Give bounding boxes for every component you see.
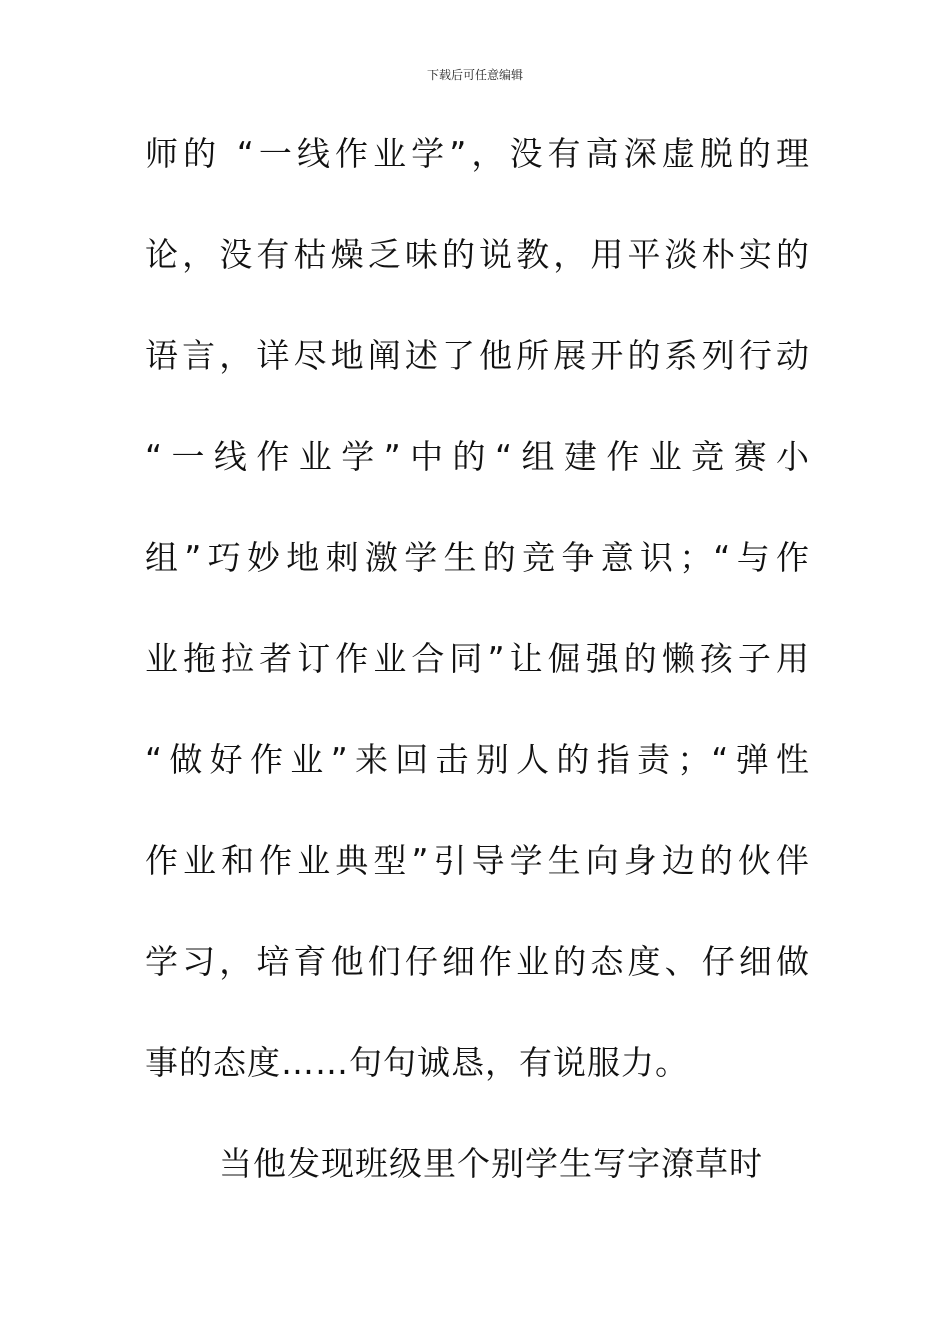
text-line: 业拖拉者订作业合同”让倔强的懒孩子用 — [145, 639, 810, 678]
text-line-paragraph-end: 事的态度……句句诚恳，有说服力。 — [145, 1043, 689, 1082]
text-line: 论，没有枯燥乏味的说教，用平淡朴实的 — [145, 235, 810, 274]
text-line-paragraph-start: 当他发现班级里个别学生写字潦草时 — [219, 1144, 763, 1183]
document-body — [145, 126, 810, 1237]
text-line: 学习，培育他们仔细作业的态度、仔细做 — [145, 942, 810, 981]
page-header-note: 下载后可任意编辑 — [426, 68, 523, 82]
text-line: 语言，详尽地阐述了他所展开的系列行动 — [145, 336, 810, 375]
text-line: “一线作业学”中的“组建作业竞赛小 — [145, 437, 810, 476]
text-line: 组”巧妙地刺激学生的竞争意识；“与作 — [145, 538, 810, 577]
text-line: “做好作业”来回击别人的指责；“弹性 — [145, 740, 810, 779]
text-line: 师的 “一线作业学”，没有高深虚脱的理 — [145, 134, 810, 173]
text-line: 作业和作业典型”引导学生向身边的伙伴 — [145, 841, 810, 880]
